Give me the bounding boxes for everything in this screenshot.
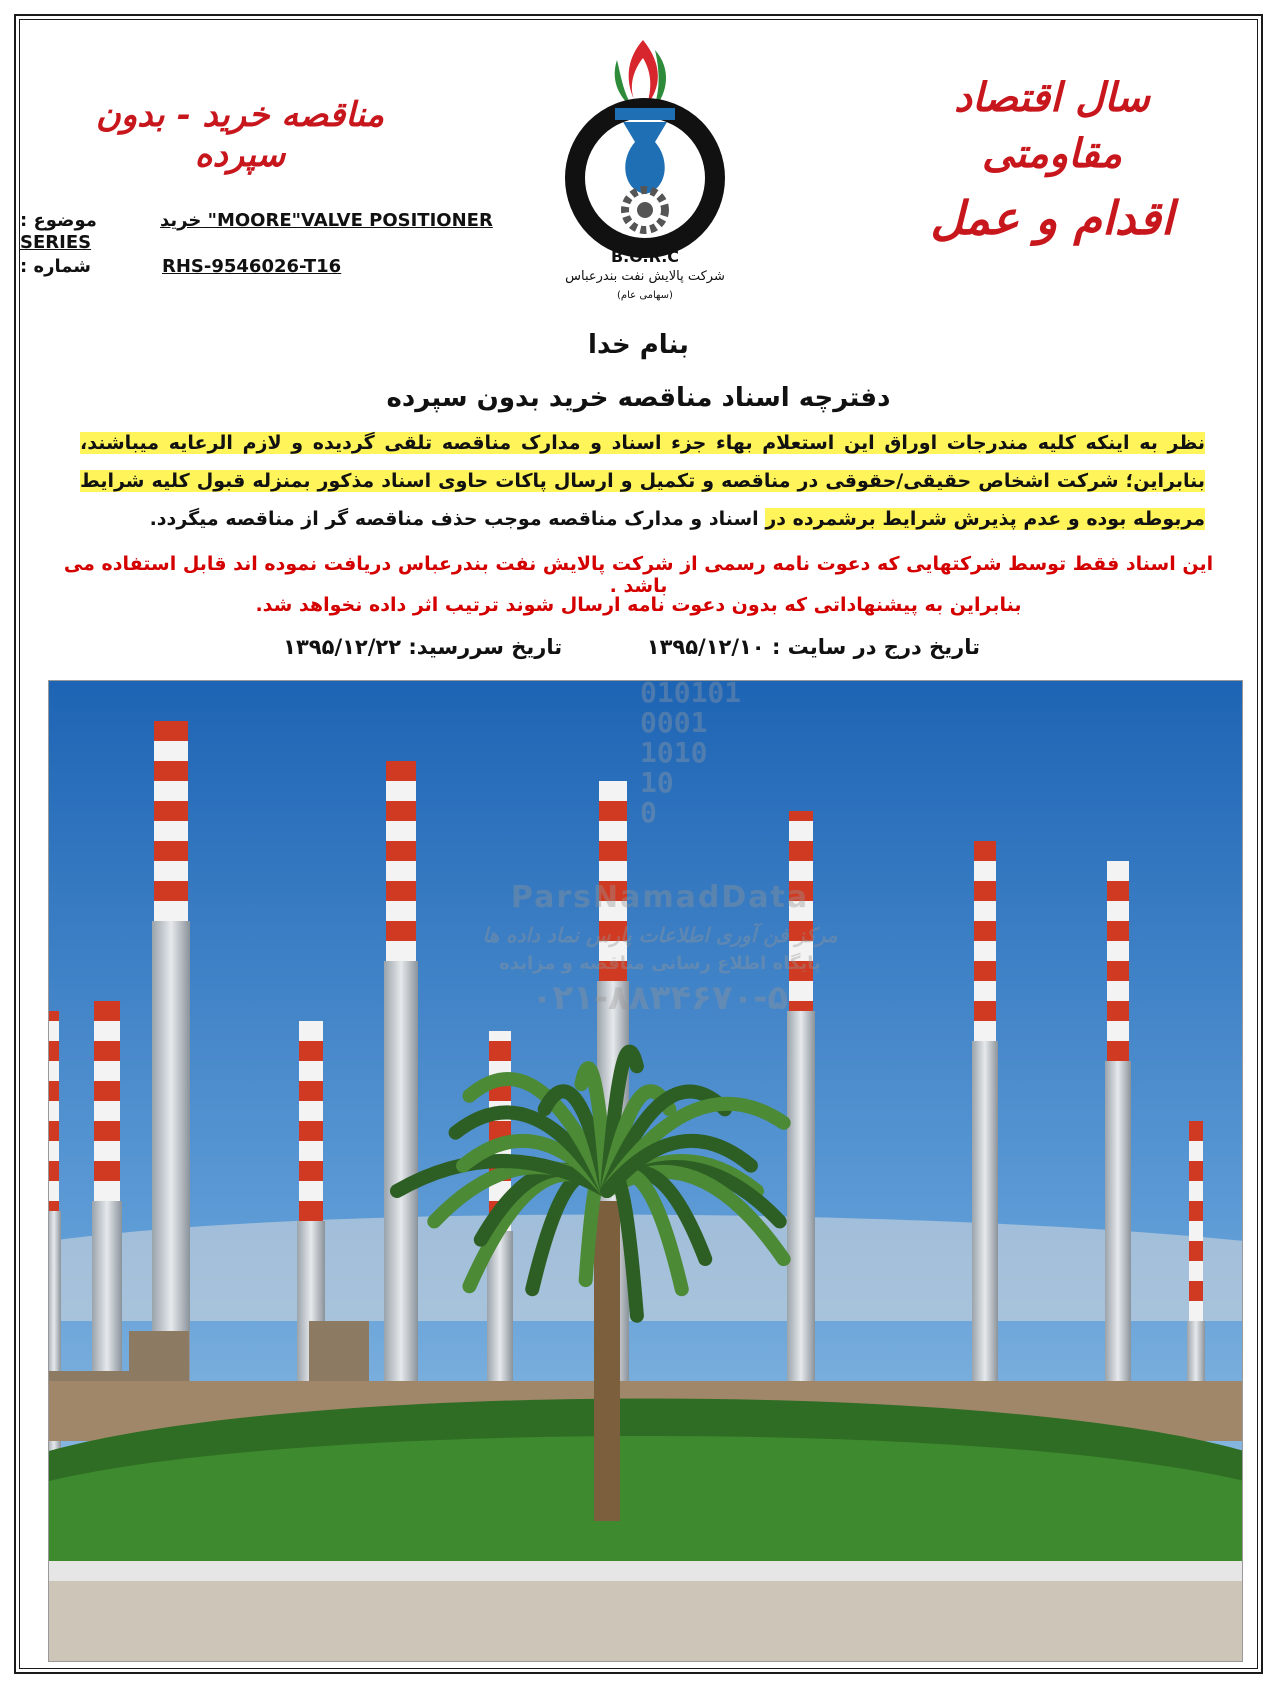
logo-company-type: (سهامی عام): [617, 290, 673, 301]
notice-line-2: بنابراین به پیشنهاداتی که بدون دعوت نامه ارسال شوند ترتیب اثر داده نخواهد شد.: [255, 594, 1022, 616]
watermark-binary: [640, 678, 741, 828]
tender-type: مناقصه خرید - بدون سپرده: [95, 95, 385, 175]
watermark-sub: مرکز فن آوری اطلاعات پارس نماد داده ها: [482, 923, 838, 947]
drop-icon: [623, 122, 667, 194]
notice-line-1: این اسناد فقط توسط شرکتهایی که دعوت نامه رسمی از شرکت پالایش نفت بندرعباس دریافت نموده اند قابل استفاده می باشد .: [63, 553, 1214, 597]
deadline-value: ۱۳۹۵/۱۲/۲۲: [283, 635, 402, 659]
road: [49, 1581, 1243, 1662]
intro-paragraph: [80, 424, 1205, 538]
subject-label: موضوع :: [20, 210, 97, 231]
besm-heading: بنام خدا: [588, 330, 689, 360]
tender-number: RHS-9546026-T16: [162, 256, 342, 277]
slogan-line-1: سال اقتصاد مقاومتی: [954, 74, 1150, 177]
company-logo: [555, 30, 735, 305]
logo-company-name: شرکت پالایش نفت بندرعباس: [565, 269, 725, 284]
posted-date-label: تاریخ درج در سایت :: [771, 635, 980, 659]
watermark: [470, 880, 850, 1018]
intro-highlighted-text: نظر به اینکه کلیه مندرجات اوراق این استعلام بهاء جزء اسناد و مدارک مناقصه تلقی گردیده و لازم الرعایه میباشند، بنابراین؛ شرکت اشخاص حقیقی/حقوقی در مناقصه و تکمیل و ارسال پاکات حاوی اسناد مذکور بمنزله قبول کلیه شرایط مربوطه بوده و عدم پذیرش شرایط برشمرده در: [80, 432, 1205, 530]
posted-date-value: ۱۳۹۵/۱۲/۱۰: [646, 635, 765, 659]
dates-row: [283, 635, 980, 659]
subject-value: خرید "MOORE"VALVE POSITIONER: [160, 210, 493, 231]
watermark-binary-5: 0: [640, 796, 657, 829]
gear-hub: [637, 202, 653, 218]
watermark-phone: ۰۲۱-۸۸۳۴۶۷۰-۵: [531, 978, 789, 1018]
watermark-sub2: پایگاه اطلاع رسانی مناقصه و مزایده: [499, 953, 821, 974]
haze: [49, 1215, 1243, 1321]
subject-series: SERIES: [20, 232, 92, 253]
number-label: شماره :: [20, 256, 91, 277]
watermark-binary-2: 0001: [640, 706, 708, 739]
watermark-binary-1: 010101: [640, 676, 742, 709]
logo-abbr: B.O.R.C: [610, 247, 680, 266]
watermark-name: ParsNamadData: [510, 880, 810, 915]
curb: [49, 1561, 1243, 1581]
flame-red-icon: [629, 40, 658, 105]
palm-trunk: [594, 1201, 620, 1521]
slogan: [887, 70, 1217, 248]
slogan-line-2: اقدام و عمل: [930, 191, 1174, 245]
document-title: دفترچه اسناد مناقصه خرید بدون سپرده: [386, 383, 891, 413]
watermark-binary-4: 10: [640, 766, 674, 799]
intro-rest-text: اسناد و مدارک مناقصه موجب حذف مناقصه گر از مناقصه میگردد.: [149, 508, 766, 530]
borc-logo-icon: [555, 30, 735, 305]
torch-cup: [615, 108, 675, 120]
hedge-front: [49, 1436, 1243, 1561]
deadline-label: تاریخ سررسید:: [408, 635, 563, 659]
watermark-binary-3: 1010: [640, 736, 708, 769]
